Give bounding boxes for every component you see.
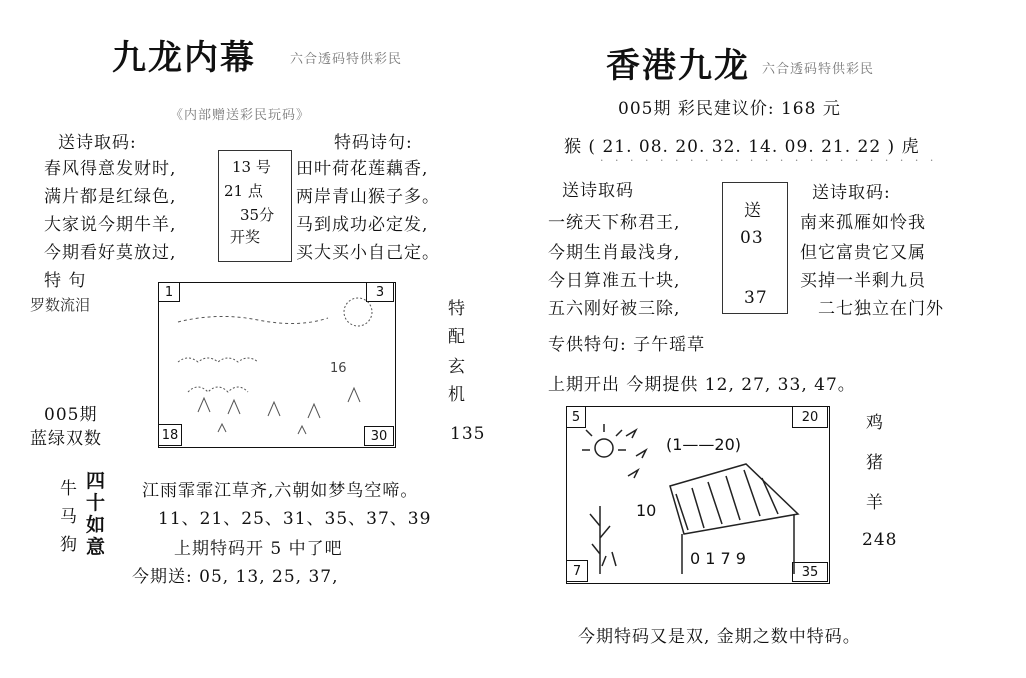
left-special-line-4: 买大买小自己定。: [296, 243, 440, 263]
right-poem-right-3: 买掉一半剩九员: [800, 271, 926, 291]
left-special-heading: 特码诗句:: [334, 133, 413, 153]
right-side-number: 248: [862, 530, 898, 550]
left-box-line-4: 开奖: [230, 228, 261, 246]
right-poem-left-2: 今期生肖最浅身,: [548, 243, 681, 263]
left-poem-heading: 送诗取码:: [58, 133, 137, 153]
left-te-ju: 特 句: [44, 271, 87, 291]
left-box-line-3: 35分: [240, 206, 275, 224]
right-subtitle: 六合透码特供彩民: [762, 62, 875, 77]
left-subtitle: 六合透码特供彩民: [290, 52, 403, 67]
left-box-line-2: 21 点: [224, 182, 263, 200]
left-pic-corner-tl: 1: [158, 282, 180, 302]
right-side-animal-3: 羊: [866, 493, 883, 513]
right-footer: 今期特码又是双, 金期之数中特码。: [578, 627, 861, 647]
right-box-line-3: 37: [744, 288, 768, 308]
left-pic-corner-br: 30: [364, 426, 394, 446]
left-poem-line-2: 满片都是红绿色,: [44, 187, 177, 207]
left-big-char-1: 四: [86, 470, 106, 492]
left-animal-1: 牛: [60, 479, 78, 499]
left-big-char-4: 意: [86, 536, 106, 558]
left-poem-line-4: 今期看好莫放过,: [44, 243, 177, 263]
left-poem2: 江雨霏霏江草齐,六朝如梦鸟空啼。: [142, 481, 419, 501]
left-luo-shu: 罗数流泪: [30, 296, 91, 314]
right-poem-right-2: 但它富贵它又属: [800, 243, 926, 263]
right-last-open: 上期开出 今期提供 12, 27, 33, 47。: [548, 375, 856, 395]
left-side-number: 135: [450, 424, 486, 444]
right-title: 香港九龙: [606, 46, 750, 86]
right-special: 专供特句: 子午瑶草: [548, 335, 706, 355]
right-ghost-dots: · · · · · · · · · · · · · · · · · · · · · · ·: [600, 154, 938, 167]
left-side-char-4: 机: [448, 385, 465, 405]
left-side-char-2: 配: [448, 327, 465, 347]
left-special-line-1: 田叶荷花莲藕香,: [296, 159, 429, 179]
right-poem-left-1: 一统天下称君王,: [548, 213, 681, 233]
right-pic-corner-br: 35: [792, 562, 828, 582]
right-pic-text-bottom: 0 1 7 9: [690, 549, 746, 568]
left-special-line-2: 两岸青山猴子多。: [296, 187, 440, 207]
left-special-line-3: 马到成功必定发,: [296, 215, 429, 235]
left-this-period: 今期送: 05, 13, 25, 37,: [132, 567, 339, 587]
right-poem-right-4: 二七独立在门外: [818, 299, 944, 319]
right-side-animal-1: 鸡: [866, 413, 883, 433]
left-pic-corner-bl: 18: [158, 424, 182, 446]
left-period: 005期: [44, 405, 98, 425]
left-picture-sketch: [158, 282, 394, 446]
right-poem-left-3: 今日算准五十块,: [548, 271, 681, 291]
right-poem-right-1: 南来孤雁如怜我: [800, 213, 926, 233]
left-banner: 《内部赠送彩民玩码》: [170, 108, 311, 123]
left-last-period: 上期特码开 5 中了吧: [174, 539, 343, 559]
right-picture-sketch: [566, 406, 828, 582]
left-big-char-3: 如: [86, 514, 106, 536]
right-box-line-2: 03: [740, 228, 764, 248]
left-animal-2: 马: [60, 507, 78, 527]
right-side-animal-2: 猪: [866, 453, 883, 473]
left-big-char-2: 十: [86, 492, 106, 514]
right-pic-corner-bl: 7: [566, 560, 588, 582]
right-pic-text-top: (1——20): [666, 435, 742, 454]
right-poem-left-4: 五六刚好被三除,: [548, 299, 681, 319]
right-pic-text-mid: 10: [636, 501, 657, 520]
right-box-line-1: 送: [744, 201, 762, 221]
left-animal-3: 狗: [60, 535, 78, 555]
left-title: 九龙内幕: [112, 38, 256, 78]
left-poem-line-1: 春风得意发财时,: [44, 159, 177, 179]
right-pic-corner-tr: 20: [792, 406, 828, 428]
right-poem-heading-left: 送诗取码: [562, 181, 634, 201]
left-pic-corner-tr: 3: [366, 282, 394, 302]
right-monkey-line: 猴 ( 21. 08. 20. 32. 14. 09. 21. 22 ) 虎: [564, 137, 920, 157]
left-poem-line-3: 大家说今期牛羊,: [44, 215, 177, 235]
right-pic-corner-tl: 5: [566, 406, 586, 428]
left-box-line-1: 13 号: [232, 158, 271, 176]
left-numbers: 11、21、25、31、35、37、39: [158, 509, 432, 529]
left-lan-lv: 蓝绿双数: [30, 429, 102, 449]
right-price-line: 005期 彩民建议价: 168 元: [618, 99, 841, 119]
left-pic-number: 16: [330, 361, 347, 376]
right-poem-heading-right: 送诗取码:: [812, 183, 891, 203]
left-side-char-1: 特: [448, 299, 465, 319]
left-side-char-3: 玄: [448, 357, 465, 377]
